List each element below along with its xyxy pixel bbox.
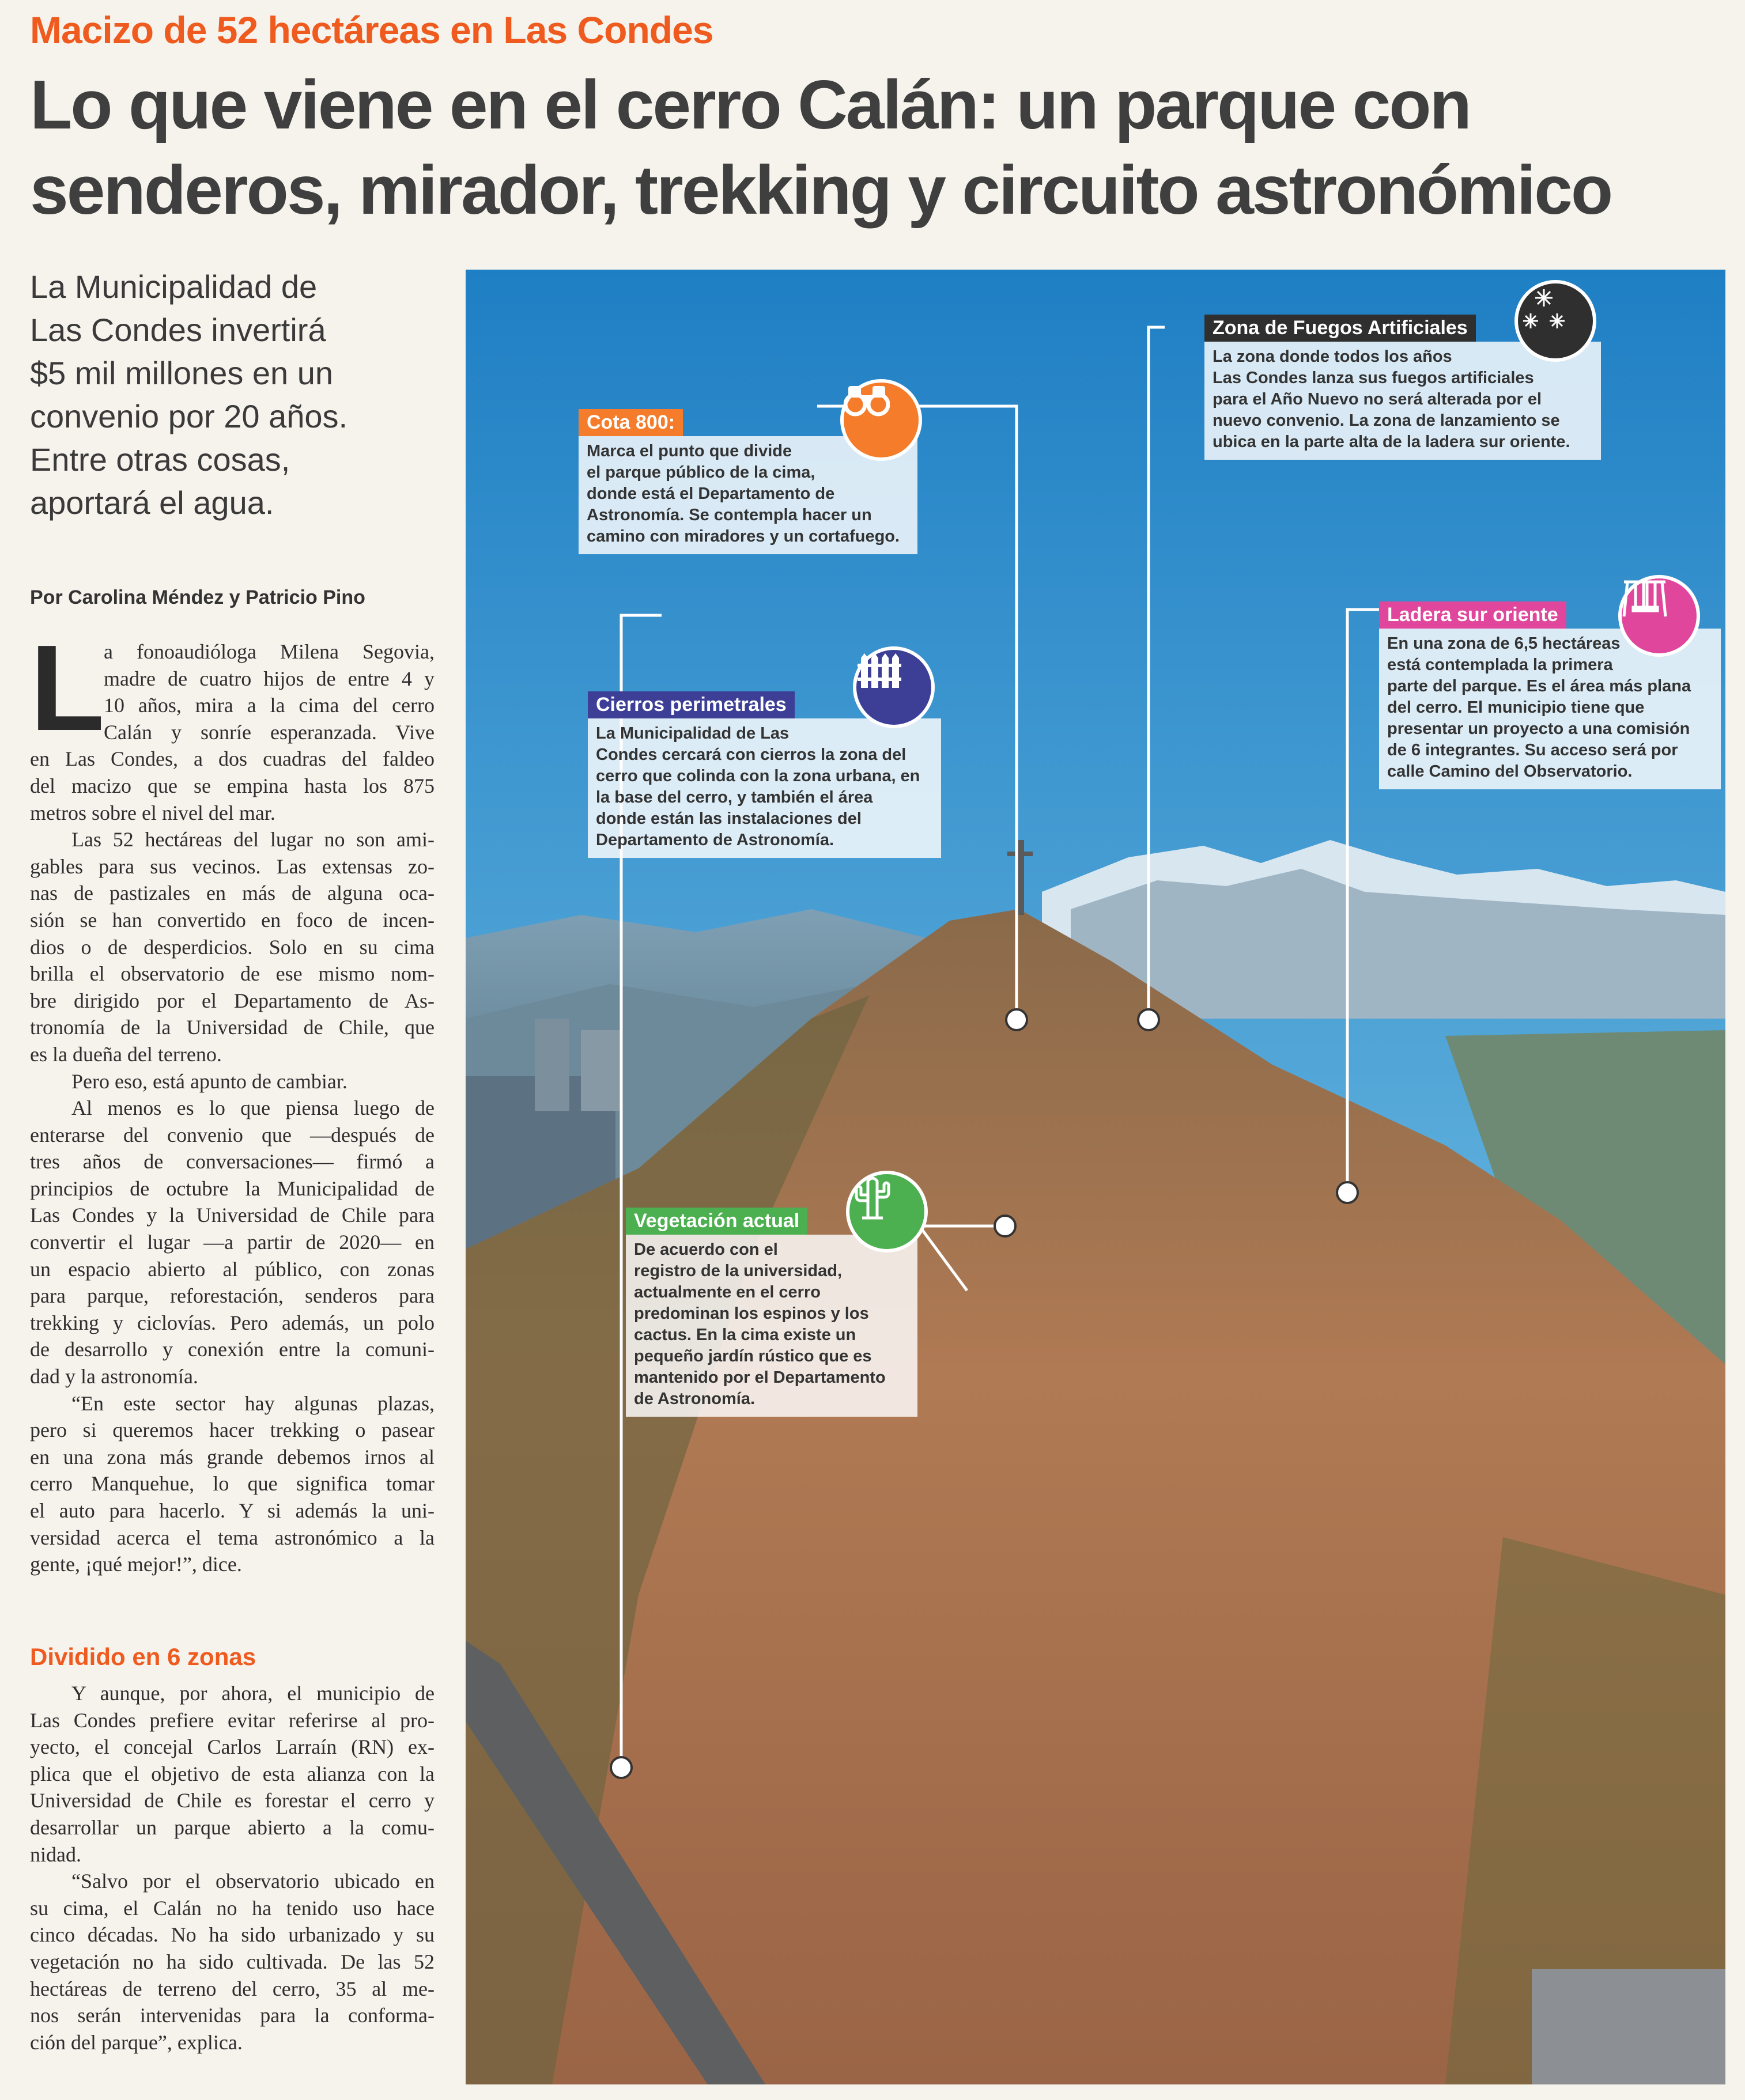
callout-line: cerro que colinda con la zona urbana, en: [596, 767, 920, 785]
hill-photo: [466, 270, 1725, 2084]
article-line: es la dueña del terreno.: [30, 1042, 222, 1066]
article-line: Las Condes prefiere evitar referirse al pro-: [30, 1708, 435, 1732]
callout-line: De acuerdo con el: [634, 1240, 778, 1259]
callout-line: pequeño jardín rústico que es: [634, 1347, 872, 1365]
article-line: tres años de conversaciones— firmó a: [30, 1150, 435, 1174]
binoculars-icon: [840, 379, 922, 461]
article-line: “Salvo por el observatorio ubicado en: [71, 1870, 435, 1893]
article-line: convertir el lugar —a partir de 2020— en: [30, 1231, 435, 1254]
callout-line: registro de la universidad,: [634, 1262, 842, 1280]
callout-line: mantenido por el Departamento: [634, 1368, 886, 1387]
callout-line: el parque público de la cima,: [587, 463, 815, 482]
article-line: un espacio abierto al público, con zonas: [30, 1257, 435, 1281]
deck-line: Las Condes invertirá: [30, 312, 326, 348]
callout-line: La Municipalidad de Las: [596, 724, 790, 743]
callout-line: donde están las instalaciones del: [596, 809, 862, 828]
article-line: versidad acerca el tema astronómico a la: [30, 1526, 435, 1549]
article-line: nos serán intervenidas para la conforma-: [30, 2004, 435, 2027]
callout-line: calle Camino del Observatorio.: [1387, 762, 1633, 781]
drop-cap: L: [30, 619, 105, 756]
article-line: su cima, el Calán no ha tenido uso hace: [30, 1896, 435, 1920]
article-line: cinco décadas. No ha sido urbanizado y su: [30, 1923, 435, 1947]
callout-line: ubica en la parte alta de la ladera sur oriente.: [1213, 433, 1570, 451]
callout-text: [626, 1235, 917, 1417]
callout-title: Zona de Fuegos Artificiales: [1204, 315, 1476, 342]
fence-icon: [853, 646, 935, 728]
article-line: de desarrollo y conexión entre la comuni-: [30, 1338, 435, 1361]
callout-line: Las Condes lanza sus fuegos artificiales: [1213, 369, 1534, 387]
article-line: Universidad de Chile es forestar el cerro y: [30, 1789, 435, 1813]
deck-line: La Municipalidad de: [30, 268, 318, 305]
headline-line-2: senderos, mirador, trekking y circuito astronómico: [30, 152, 1612, 229]
article-line: nas de pastizales en más de alguna oca-: [30, 881, 435, 905]
article-line: del macizo que se empina hasta los 875: [30, 774, 435, 797]
article-line: sión se han convertido en foco de incen-: [30, 908, 435, 932]
article-line: “En este sector hay algunas plazas,: [71, 1391, 435, 1415]
callout-line: nuevo convenio. La zona de lanzamiento se: [1213, 411, 1560, 430]
article-line: vegetación no ha sido cultivada. De las 52: [30, 1950, 435, 1973]
article-line: hectáreas de terreno del cerro, 35 al me-: [30, 1977, 435, 2000]
article-line: yecto, el concejal Carlos Larraín (RN) ex-: [30, 1735, 435, 1759]
cactus-icon: [846, 1171, 928, 1253]
article-line: brilla el observatorio de ese mismo nom-: [30, 962, 435, 986]
callout-line: En una zona de 6,5 hectáreas: [1387, 634, 1621, 653]
article-line: metros sobre el nivel del mar.: [30, 801, 275, 824]
article-line: enterarse del convenio que —después de: [30, 1123, 435, 1147]
article-line: principios de octubre la Municipalidad de: [30, 1176, 435, 1200]
article-line: Las 52 hectáreas del lugar no son ami-: [71, 828, 435, 852]
article-line: cerro Manquehue, lo que significa tomar: [30, 1472, 435, 1496]
callout-line: camino con miradores y un cortafuego.: [587, 527, 900, 546]
deck-line: Entre otras cosas,: [30, 441, 290, 478]
article-line: 10 años, mira a la cima del cerro: [104, 694, 435, 717]
article-line: ción del parque”, explica.: [30, 2030, 243, 2054]
callout-title: Ladera sur oriente: [1379, 601, 1566, 629]
callout-line: Departamento de Astronomía.: [596, 831, 834, 849]
callout-title: Cota 800:: [579, 409, 683, 436]
callout-line: parte del parque. Es el área más plana: [1387, 677, 1691, 695]
swing-icon: [1618, 575, 1700, 657]
callout-line: Condes cercará con cierros la zona del: [596, 746, 907, 764]
article-line: en Las Condes, a dos cuadras del faldeo: [30, 747, 435, 771]
callout-line: donde está el Departamento de: [587, 485, 835, 503]
deck-line: aportará el agua.: [30, 485, 274, 521]
article-line: bre dirigido por el Departamento de As-: [30, 989, 435, 1012]
callout-line: del cerro. El municipio tiene que: [1387, 698, 1645, 717]
deck-line: $5 mil millones en un: [30, 355, 334, 391]
article-line: en una zona más grande debemos irnos al: [30, 1445, 435, 1469]
headline-line-1: Lo que viene en el cerro Calán: un parque con: [30, 66, 1470, 143]
article-line: el auto para hacerlo. Y si además la uni-: [30, 1499, 435, 1522]
callout-line: de Astronomía.: [634, 1390, 756, 1408]
callout-line: está contemplada la primera: [1387, 656, 1613, 674]
article-line: gente, ¡qué mejor!”, dice.: [30, 1553, 242, 1576]
article-line: gables para sus vecinos. Las extensas zo-: [30, 854, 435, 878]
article-line: dad y la astronomía.: [30, 1365, 198, 1388]
deck-line: convenio por 20 años.: [30, 398, 348, 434]
article-line: Y aunque, por ahora, el municipio de: [71, 1682, 435, 1705]
article-line: Calán y sonríe esperanzada. Vive: [104, 720, 435, 744]
callout-line: presentar un proyecto a una comisión: [1387, 720, 1690, 738]
article-line: trekking y ciclovías. Pero además, un polo: [30, 1311, 435, 1334]
article-line: dios o de desperdicios. Solo en su cima: [30, 935, 435, 959]
fireworks-icon: [1514, 280, 1596, 362]
article-body: [30, 619, 435, 1578]
callout-line: la base del cerro, y también el área: [596, 788, 873, 807]
article-line: Las Condes y la Universidad de Chile para: [30, 1204, 435, 1227]
article-line: pero si queremos hacer trekking o pasear: [30, 1418, 435, 1442]
article-body-continued: [30, 1680, 435, 2056]
article-line: Pero eso, está apunto de cambiar.: [71, 1069, 348, 1093]
article-line: tronomía de la Universidad de Chile, que: [30, 1016, 435, 1039]
article-line: plica que el objetivo de esta alianza con la: [30, 1762, 435, 1785]
callout-line: Marca el punto que divide: [587, 442, 792, 460]
article-line: Al menos es lo que piensa luego de: [71, 1096, 435, 1120]
article-line: nidad.: [30, 1842, 81, 1866]
callout-title: Cierros perimetrales: [588, 691, 795, 718]
subhead: Dividido en 6 zonas: [30, 1643, 256, 1670]
callout-line: de 6 integrantes. Su acceso será por: [1387, 741, 1678, 759]
kicker: Macizo de 52 hectáreas en Las Condes: [30, 9, 713, 51]
byline: Por Carolina Méndez y Patricio Pino: [30, 587, 365, 608]
callout-line: predominan los espinos y los: [634, 1304, 869, 1323]
callout-line: actualmente en el cerro: [634, 1283, 821, 1301]
callout-line: Astronomía. Se contempla hacer un: [587, 506, 872, 524]
callout-line: para el Año Nuevo no será alterada por el: [1213, 390, 1542, 408]
article-line: a fonoaudióloga Milena Segovia,: [104, 640, 435, 663]
deck: [30, 265, 445, 524]
article-line: desarrollar un parque abierto a la comu-: [30, 1815, 435, 1839]
callout-line: cactus. En la cima existe un: [634, 1326, 856, 1344]
callout-text: [588, 718, 941, 858]
headline: [30, 62, 1730, 233]
article-line: para parque, reforestación, senderos para: [30, 1284, 435, 1308]
callout-line: La zona donde todos los años: [1213, 347, 1452, 366]
callout-title: Vegetación actual: [626, 1208, 807, 1235]
article-line: madre de cuatro hijos de entre 4 y: [104, 667, 435, 690]
